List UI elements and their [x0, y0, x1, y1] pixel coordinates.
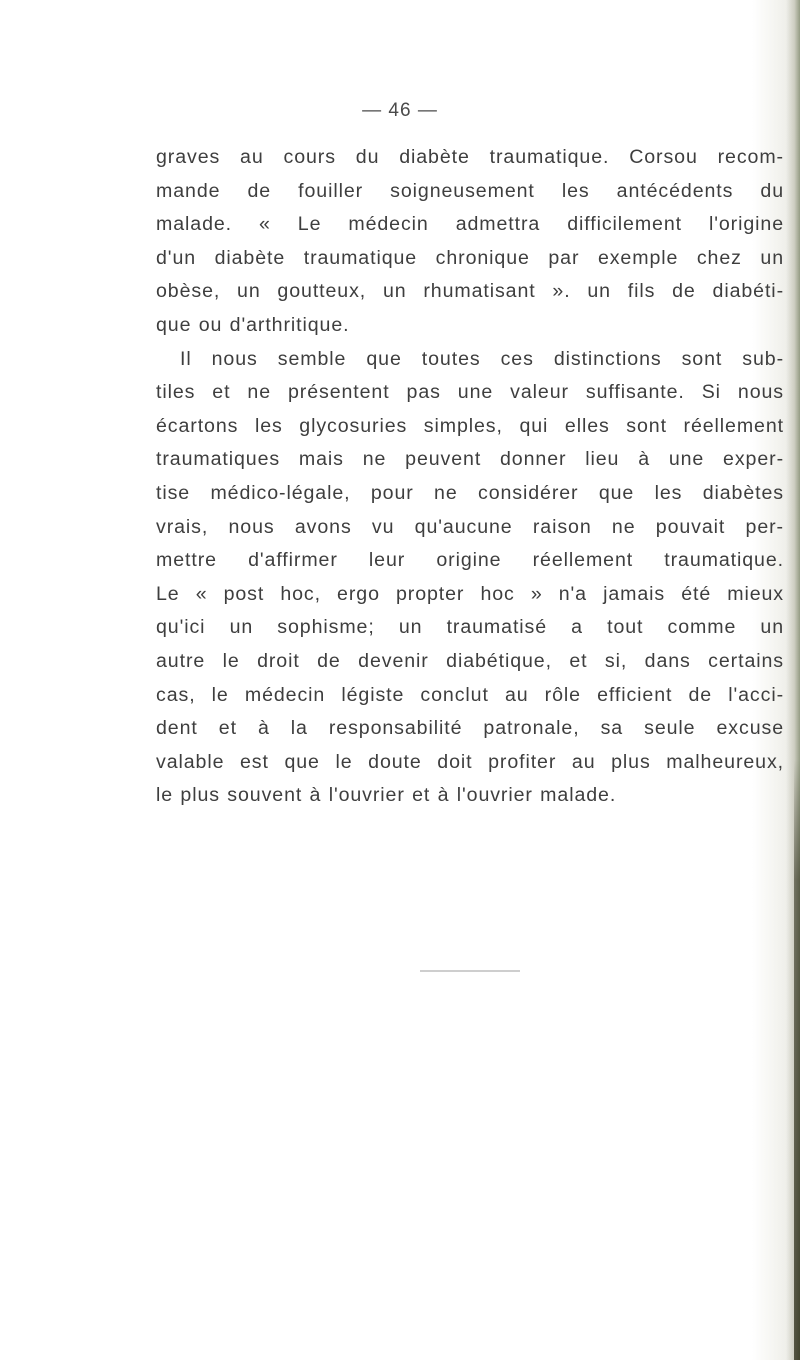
show-through-mark — [420, 970, 520, 972]
page-edge-binding — [794, 760, 800, 1360]
text-line: obèse, un goutteux, un rhumatisant ». un fils de diabéti- — [156, 280, 784, 303]
page-number: — 46 — — [362, 100, 438, 121]
text-line: traumatiques mais ne peuvent donner lieu à une exper- — [156, 448, 784, 471]
text-line: d'un diabète traumatique chronique par exemple chez un — [156, 246, 784, 269]
text-line: vrais, nous avons vu qu'aucune raison ne pouvait per- — [156, 515, 784, 538]
text-line: que ou d'arthritique. — [156, 313, 350, 336]
text-line: valable est que le doute doit profiter au plus malheureux, — [156, 750, 784, 773]
text-line: tiles et ne présentent pas une valeur suffisante. Si nous — [156, 381, 784, 404]
body-text — [156, 141, 784, 813]
text-line: mande de fouiller soigneusement les antécédents du — [156, 179, 784, 202]
text-line: Il nous semble que toutes ces distinctions sont sub- — [180, 347, 784, 370]
text-line: graves au cours du diabète traumatique. Corsou recom- — [156, 146, 784, 168]
text-line: le plus souvent à l'ouvrier et à l'ouvrier malade. — [156, 784, 617, 807]
text-line: tise médico-légale, pour ne considérer que les diabètes — [156, 481, 784, 504]
text-line: mettre d'affirmer leur origine réellement traumatique. — [156, 549, 784, 572]
text-line: cas, le médecin légiste conclut au rôle efficient de l'acci- — [156, 683, 784, 706]
text-line: écartons les glycosuries simples, qui elles sont réellement — [156, 414, 784, 437]
text-line: Le « post hoc, ergo propter hoc » n'a jamais été mieux — [156, 582, 784, 605]
text-line: malade. « Le médecin admettra difficilement l'origine — [156, 213, 784, 236]
text-line: autre le droit de devenir diabétique, et si, dans certains — [156, 649, 784, 672]
text-line: dent et à la responsabilité patronale, sa seule excuse — [156, 717, 784, 740]
text-line: qu'ici un sophisme; un traumatisé a tout comme un — [156, 616, 784, 639]
